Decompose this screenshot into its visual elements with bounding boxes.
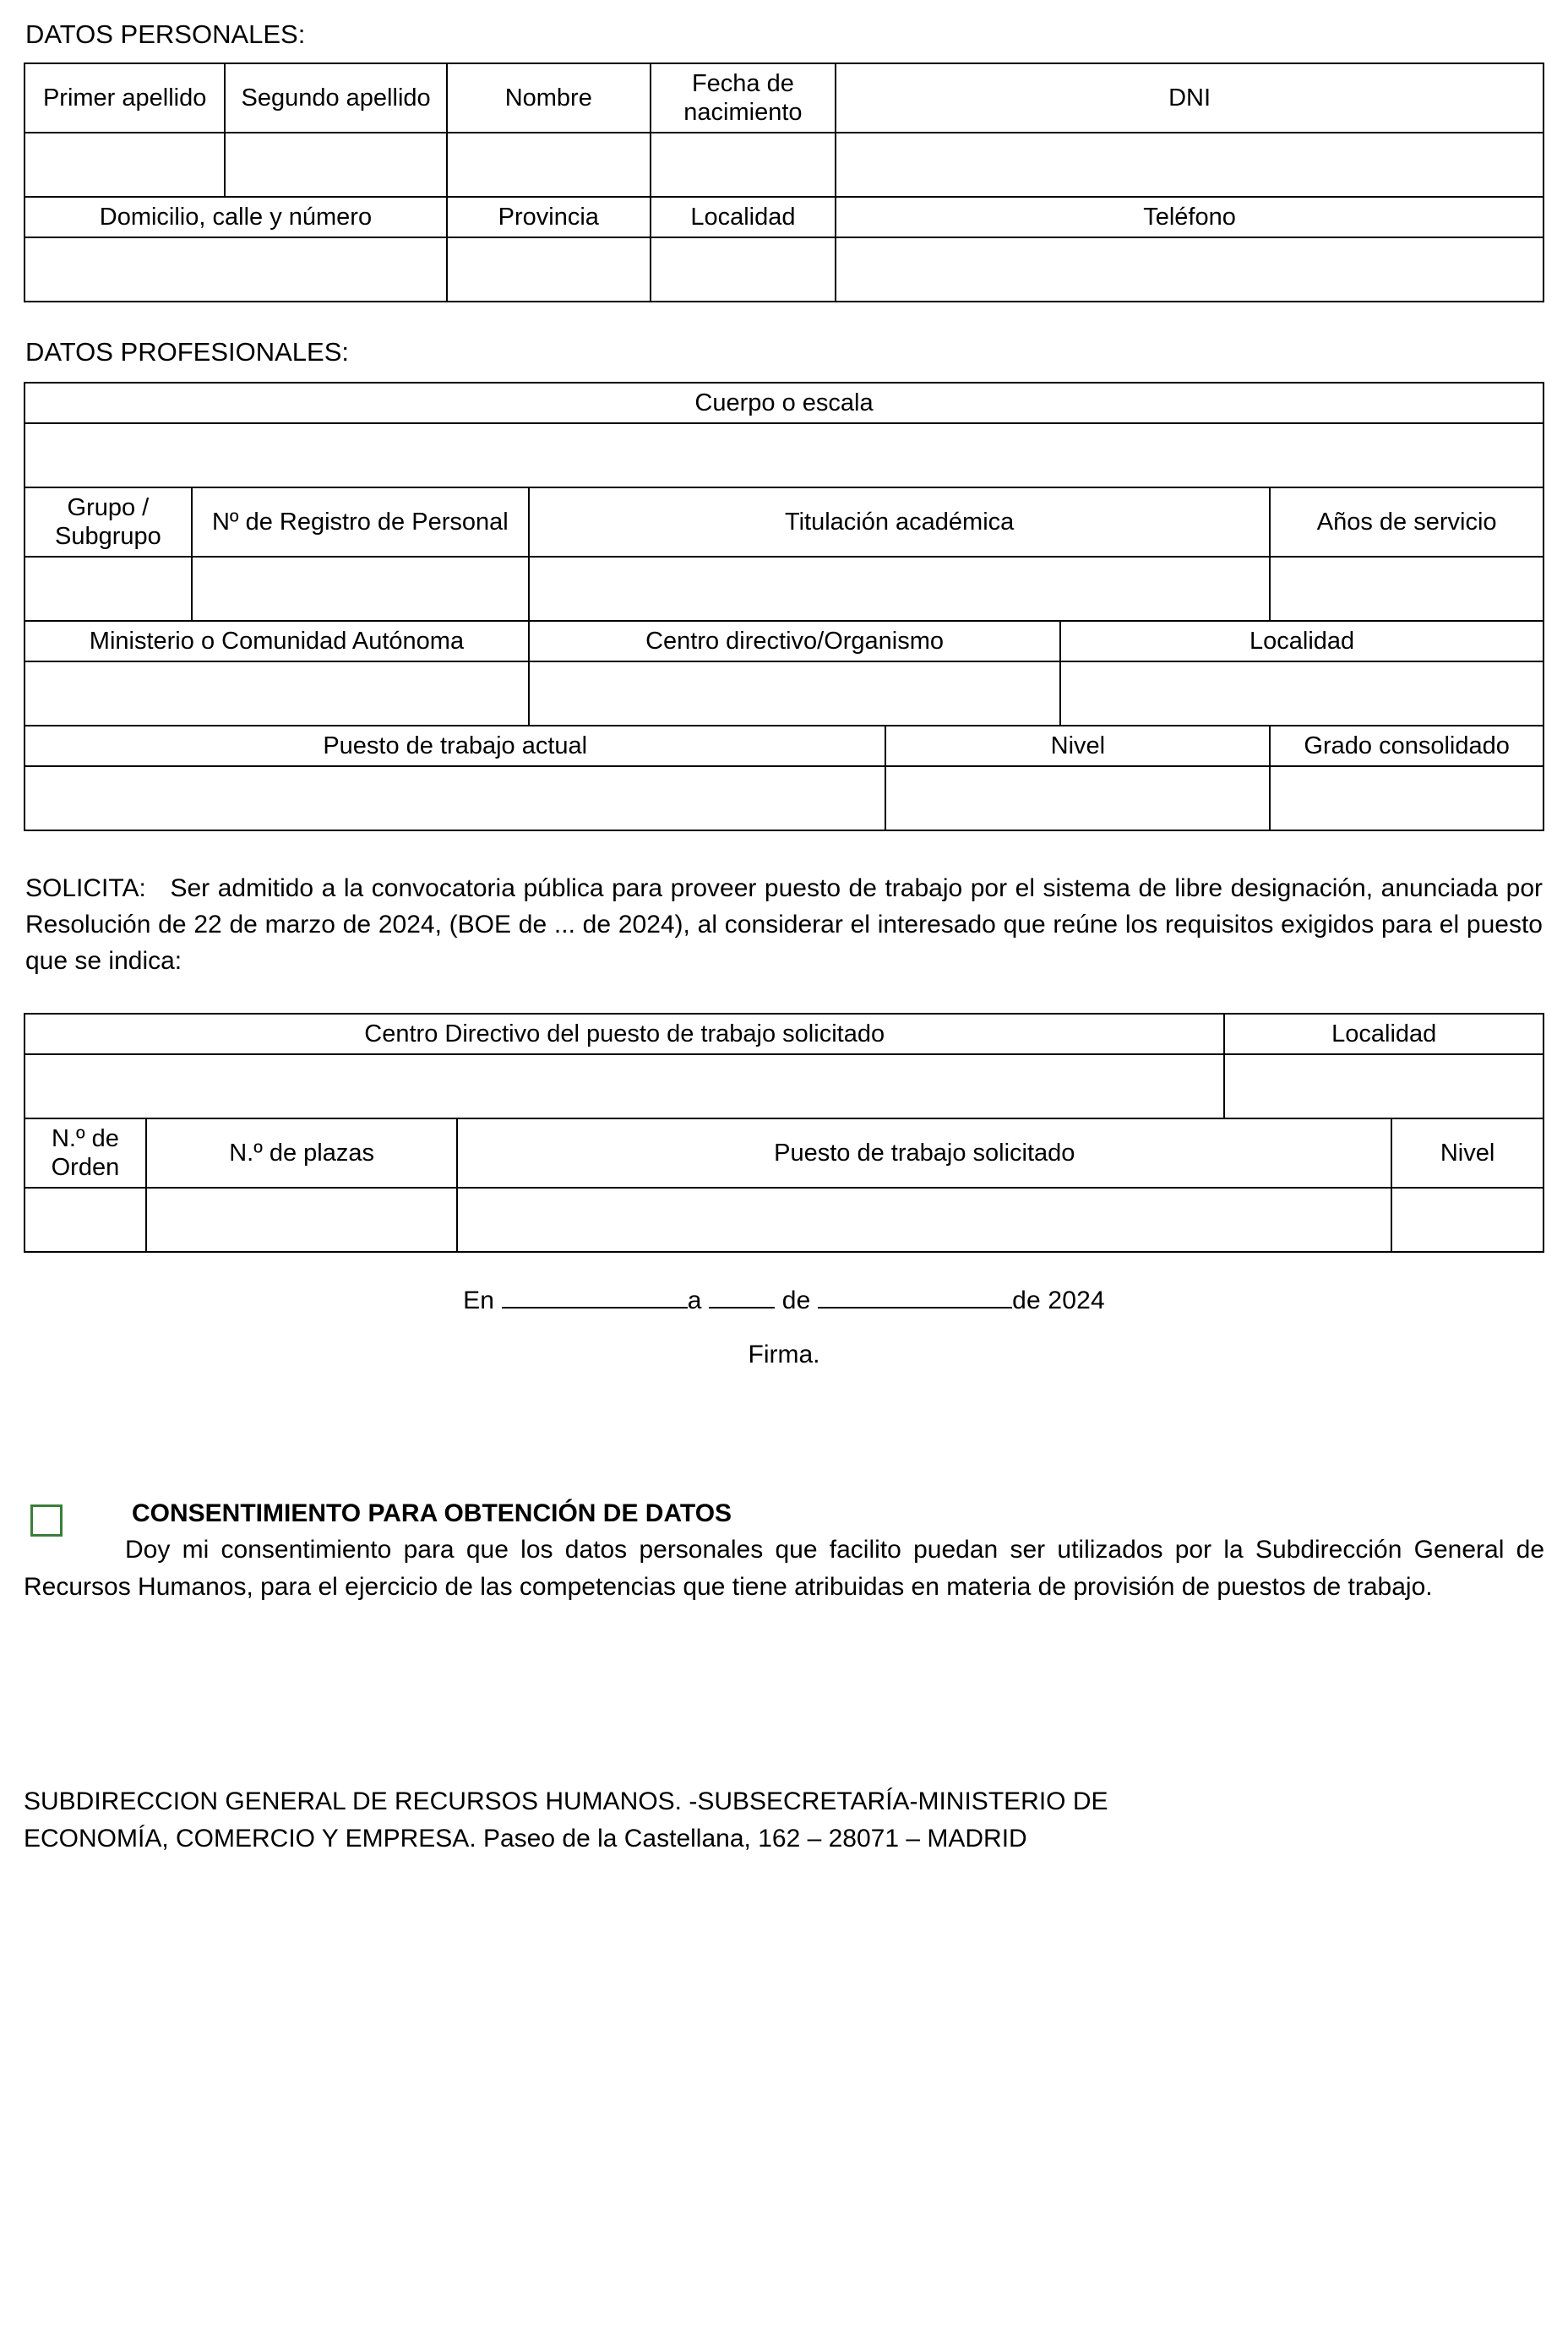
footer-address [24, 1783, 1544, 1858]
date-de-label: de [781, 1287, 811, 1314]
footer-line-1: SUBDIRECCION GENERAL DE RECURSOS HUMANOS. -SUBSECRETARÍA-MINISTERIO DE [24, 1787, 1108, 1815]
field-grado-consolidado[interactable] [1270, 766, 1544, 830]
footer-line-2: ECONOMÍA, COMERCIO Y EMPRESA. Paseo de la Castellana, 162 – 28071 – MADRID [24, 1825, 1027, 1853]
field-puesto-solicitado[interactable] [457, 1188, 1391, 1252]
field-ministerio[interactable] [24, 661, 529, 726]
header-fecha-nacimiento: Fecha de nacimiento [651, 63, 836, 133]
field-telefono[interactable] [836, 237, 1544, 302]
date-place-input[interactable] [502, 1281, 688, 1309]
table-row [24, 726, 1544, 766]
field-localidad[interactable] [651, 237, 836, 302]
field-domicilio[interactable] [24, 237, 447, 302]
date-line [24, 1281, 1544, 1319]
personal-data-table [24, 63, 1544, 302]
field-registro-personal[interactable] [192, 557, 529, 621]
header-registro-personal: Nº de Registro de Personal [192, 487, 529, 557]
header-numero-orden: N.º de Orden [24, 1118, 146, 1188]
professional-data-title: DATOS PROFESIONALES: [25, 337, 350, 367]
table-row [24, 1014, 1544, 1054]
header-primer-apellido: Primer apellido [24, 63, 225, 133]
date-year-label: de 2024 [1012, 1287, 1105, 1314]
header-cuerpo-escala: Cuerpo o escala [24, 383, 1544, 423]
table-row [24, 1118, 1544, 1188]
consent-title: CONSENTIMIENTO PARA OBTENCIÓN DE DATOS [132, 1499, 732, 1527]
field-puesto-actual[interactable] [24, 766, 885, 830]
header-provincia: Provincia [447, 197, 651, 237]
table-row [24, 383, 1544, 423]
solicita-label: SOLICITA: [25, 874, 146, 902]
table-row [24, 661, 1544, 726]
table-row [24, 766, 1544, 830]
field-primer-apellido[interactable] [24, 133, 225, 197]
header-localidad: Localidad [651, 197, 836, 237]
field-nivel-actual[interactable] [885, 766, 1270, 830]
header-localidad-solicitada: Localidad [1224, 1014, 1544, 1054]
field-localidad-profesional[interactable] [1060, 661, 1544, 726]
field-titulacion-academica[interactable] [529, 557, 1270, 621]
date-day-input[interactable] [709, 1281, 775, 1309]
header-dni: DNI [836, 63, 1544, 133]
field-segundo-apellido[interactable] [225, 133, 447, 197]
table-row [24, 487, 1544, 557]
header-puesto-actual: Puesto de trabajo actual [24, 726, 885, 766]
header-numero-plazas: N.º de plazas [146, 1118, 458, 1188]
signature-label: Firma. [748, 1341, 820, 1368]
consent-text [24, 1532, 1544, 1606]
header-nivel-actual: Nivel [885, 726, 1270, 766]
requested-post-table [24, 1013, 1544, 1253]
consent-block [24, 1496, 1544, 1606]
header-localidad-profesional: Localidad [1060, 621, 1544, 661]
consent-checkbox[interactable] [30, 1504, 63, 1537]
table-row [24, 1188, 1544, 1252]
consent-text-value: Doy mi consentimiento para que los datos personales que facilito puedan ser utilizados por la Subdirección General de Recursos Humanos, para el ejercicio de las competencias que tiene atribuidas en materia de provisión de puestos de trabajo. [24, 1536, 1544, 1601]
field-grupo-subgrupo[interactable] [24, 557, 192, 621]
field-centro-directivo[interactable] [529, 661, 1060, 726]
table-row [24, 133, 1544, 197]
header-anos-servicio: Años de servicio [1270, 487, 1544, 557]
field-provincia[interactable] [447, 237, 651, 302]
field-localidad-solicitada[interactable] [1224, 1054, 1544, 1118]
header-grupo-subgrupo: Grupo / Subgrupo [24, 487, 192, 557]
header-puesto-solicitado: Puesto de trabajo solicitado [457, 1118, 1391, 1188]
field-fecha-nacimiento[interactable] [651, 133, 836, 197]
date-en-label: En [463, 1287, 495, 1314]
table-row [24, 237, 1544, 302]
professional-data-table [24, 382, 1544, 831]
header-centro-directivo-solicitado: Centro Directivo del puesto de trabajo solicitado [24, 1014, 1224, 1054]
table-row [24, 557, 1544, 621]
field-numero-plazas[interactable] [146, 1188, 458, 1252]
table-row [24, 63, 1544, 133]
header-titulacion-academica: Titulación académica [529, 487, 1270, 557]
header-ministerio: Ministerio o Comunidad Autónoma [24, 621, 529, 661]
solicita-paragraph [25, 870, 1543, 979]
table-row [24, 423, 1544, 487]
table-row [24, 1054, 1544, 1118]
header-nivel-solicitado: Nivel [1391, 1118, 1544, 1188]
header-centro-directivo: Centro directivo/Organismo [529, 621, 1060, 661]
field-numero-orden[interactable] [24, 1188, 146, 1252]
solicita-text: Ser admitido a la convocatoria pública para proveer puesto de trabajo por el sistema de libre designación, anunciada por Resolución de 22 de marzo de 2024, (BOE de ... de 2024), al considerar el interesado que reúne los requisitos exigidos para el puesto que se indica: [25, 874, 1543, 975]
header-grado-consolidado: Grado consolidado [1270, 726, 1544, 766]
header-domicilio: Domicilio, calle y número [24, 197, 447, 237]
field-nombre[interactable] [447, 133, 651, 197]
field-dni[interactable] [836, 133, 1544, 197]
field-nivel-solicitado[interactable] [1391, 1188, 1544, 1252]
table-row [24, 197, 1544, 237]
field-cuerpo-escala[interactable] [24, 423, 1544, 487]
table-row [24, 621, 1544, 661]
date-month-input[interactable] [818, 1281, 1012, 1309]
field-centro-directivo-solicitado[interactable] [24, 1054, 1224, 1118]
header-segundo-apellido: Segundo apellido [225, 63, 447, 133]
header-nombre: Nombre [447, 63, 651, 133]
header-telefono: Teléfono [836, 197, 1544, 237]
field-anos-servicio[interactable] [1270, 557, 1544, 621]
date-a-label: a [687, 1287, 702, 1314]
personal-data-title: DATOS PERSONALES: [25, 19, 306, 49]
